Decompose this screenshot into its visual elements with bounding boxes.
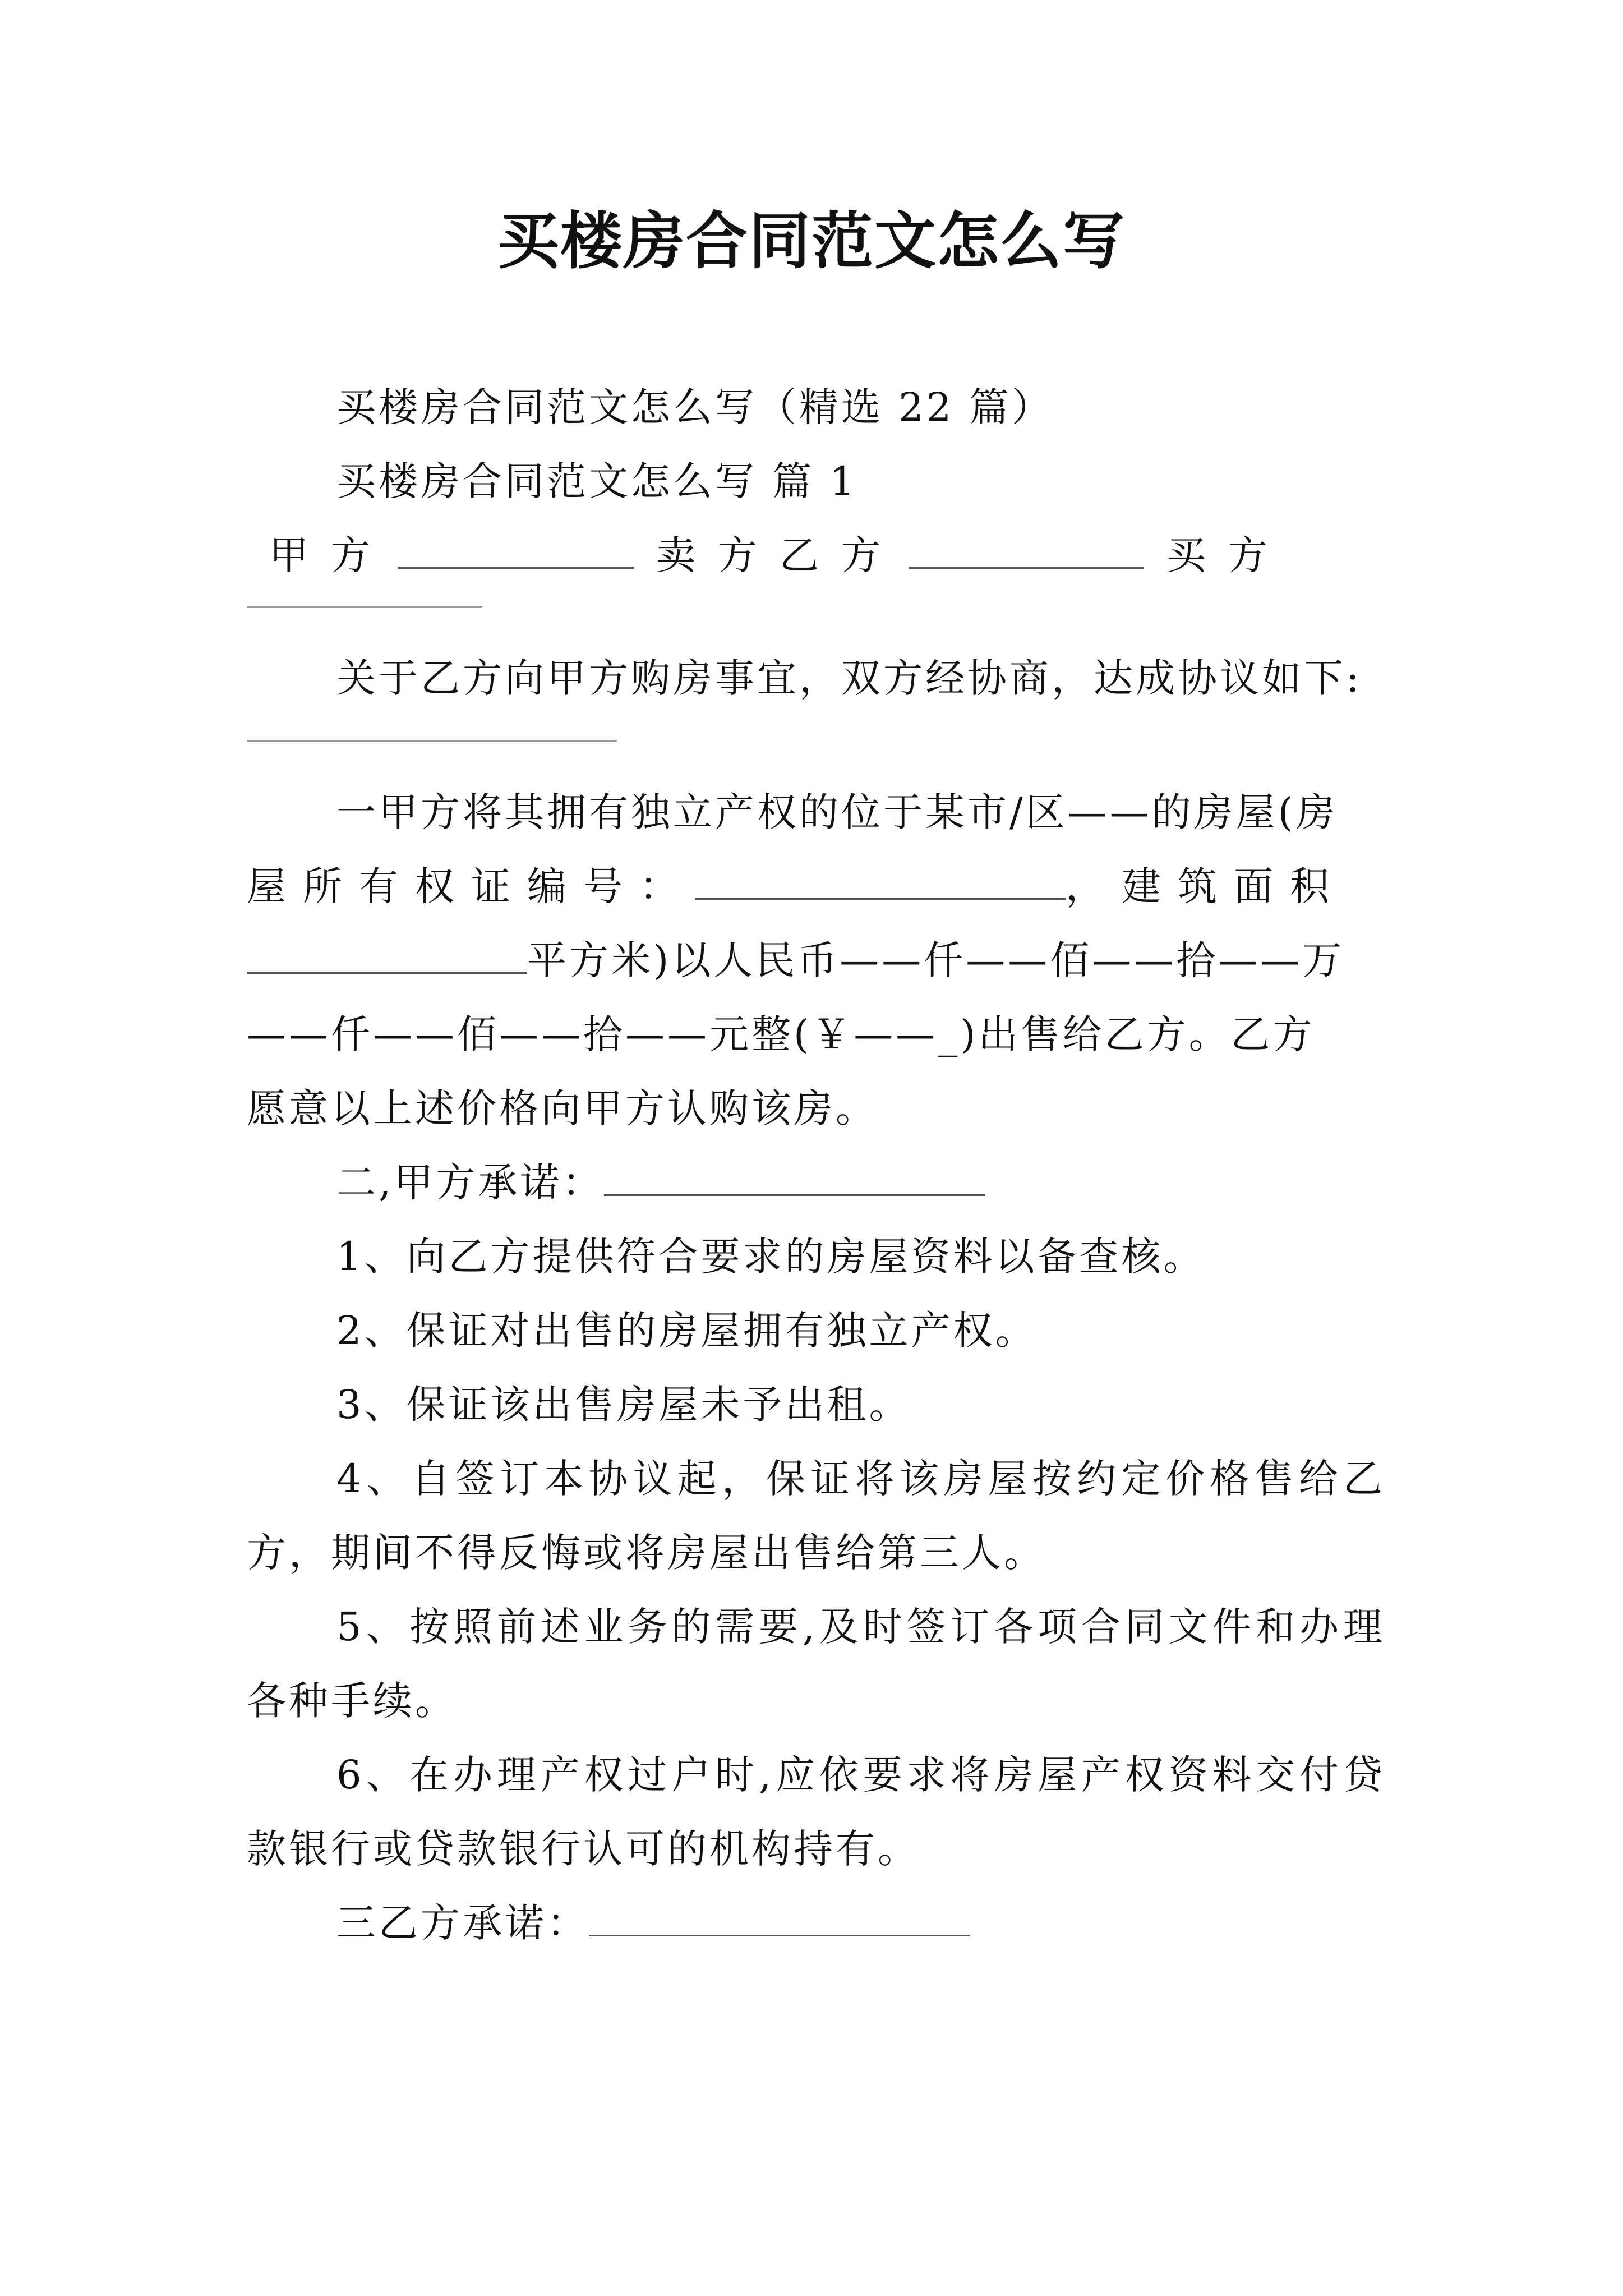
commitment-item: 5、按照前述业务的需要,及时签订各项合同文件和办理各种手续。 — [247, 1604, 1385, 1724]
clause-three-heading — [247, 1886, 1385, 1960]
seller-blank — [909, 533, 1144, 569]
subtitle: 买楼房合同范文怎么写（精选 22 篇） — [336, 384, 1054, 430]
area-label: ，建筑面积 — [1066, 863, 1346, 909]
commitment-item: 2、保证对出售的房屋拥有独立产权。 — [336, 1308, 1038, 1354]
commitment-item: 1、向乙方提供符合要求的房屋资料以备查核。 — [336, 1234, 1206, 1280]
document-title: 买楼房合同范文怎么写 — [497, 205, 1126, 277]
parties-line — [247, 518, 1385, 592]
buyer-label: 买方 — [1166, 532, 1290, 578]
seller-label: 卖方乙方 — [656, 532, 903, 578]
certificate-label: 屋所有权证编号： — [247, 863, 695, 909]
party-a-label: 甲方 — [269, 532, 393, 578]
commitment-item: 3、保证该出售房屋未予出租。 — [336, 1382, 911, 1428]
clause-two-heading — [247, 1145, 1385, 1220]
document-body — [247, 370, 1385, 1960]
clause-one-line-4: ——仟——佰——拾——元整(￥——_)出售给乙方。乙方 — [247, 1011, 1315, 1057]
clause-three-heading-text: 三乙方承诺： — [336, 1900, 589, 1946]
clause-two-blank — [604, 1161, 985, 1196]
section-heading: 买楼房合同范文怎么写 篇 1 — [336, 458, 858, 504]
intro-paragraph: 关于乙方向甲方购房事宜，双方经协商，达成协议如下: — [336, 655, 1362, 701]
price-text: 平方米)以人民币——仟——佰——拾——万 — [527, 937, 1345, 983]
clause-one-line-5: 愿意以上述价格向甲方认购该房。 — [247, 1085, 878, 1131]
clause-one-line-3 — [247, 923, 1385, 997]
clause-three-blank — [589, 1901, 970, 1936]
certificate-blank — [695, 864, 1066, 900]
party-a-blank — [398, 533, 634, 569]
area-blank — [247, 938, 527, 974]
clause-one-line-2 — [247, 849, 1385, 923]
clause-two-heading-text: 二,甲方承诺： — [336, 1159, 605, 1205]
commitment-item: 4、自签订本协议起，保证将该房屋按约定价格售给乙方，期间不得反悔或将房屋出售给第三人。 — [247, 1456, 1385, 1576]
clause-one-line-1: 一甲方将其拥有独立产权的位于某市/区——的房屋(房 — [336, 789, 1338, 835]
commitment-item: 6、在办理产权过户时,应依要求将房屋产权资料交付贷款银行或贷款银行认可的机构持有。 — [247, 1752, 1385, 1872]
